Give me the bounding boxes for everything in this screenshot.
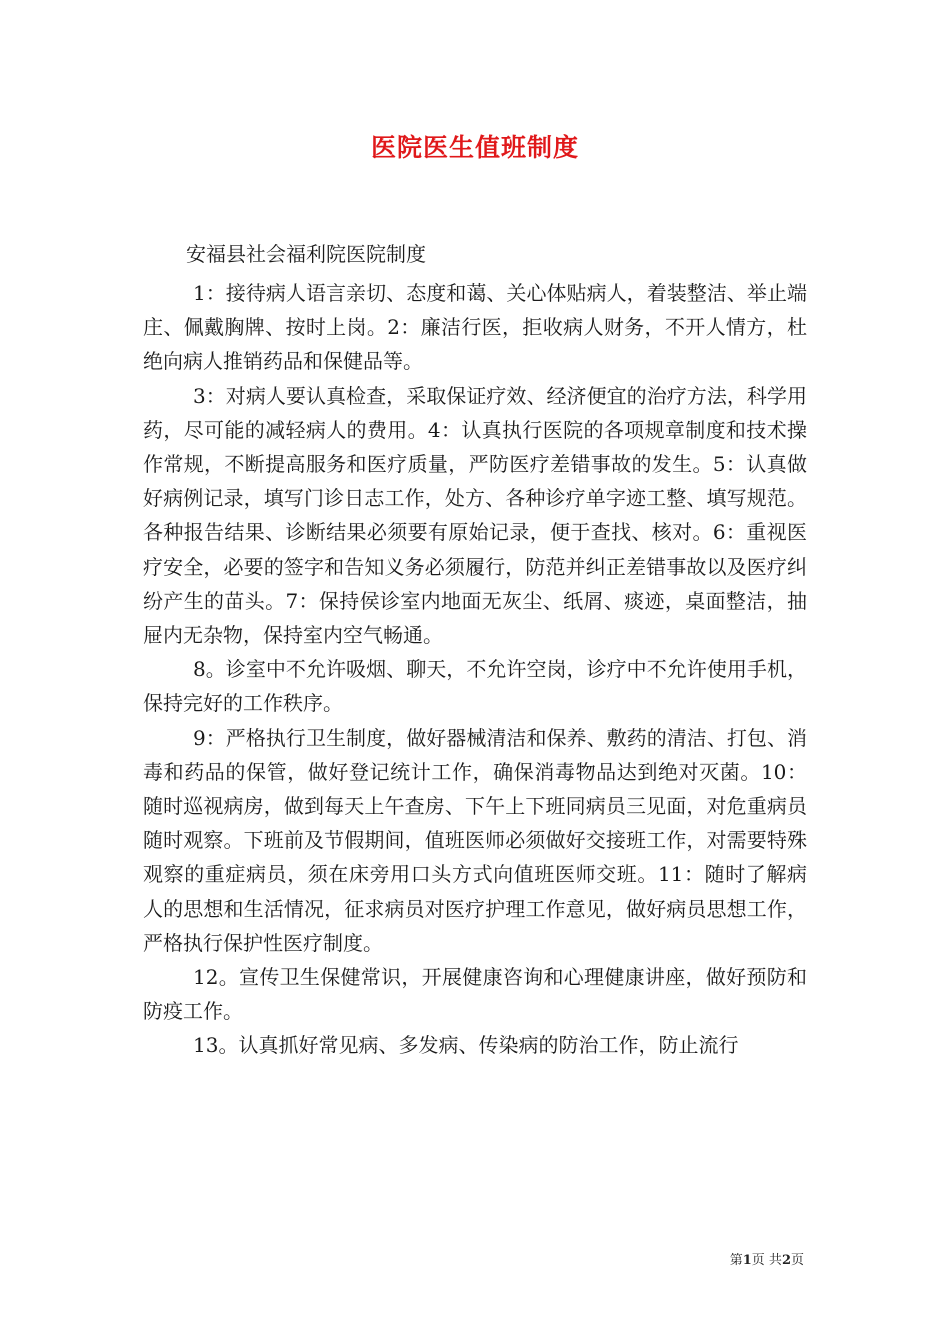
page-number-suffix: 页	[790, 1253, 804, 1268]
current-page: 1	[742, 1253, 752, 1268]
page-number-middle: 页 共	[751, 1253, 782, 1268]
total-pages: 2	[781, 1253, 791, 1268]
paragraph: 13。认真抓好常见病、多发病、传染病的防治工作，防止流行	[193, 1033, 739, 1058]
paragraph: 1：接待病人语言亲切、态度和蔼、关心体贴病人，着装整洁、举止端庄、佩戴胸牌、按时上岗。2：廉洁行医，拒收病人财务，不开人情方，杜绝向病人推销药品和保健品等。	[143, 281, 807, 374]
document-body	[143, 276, 807, 1063]
page-number-prefix: 第	[729, 1253, 743, 1268]
paragraph: 12。宣传卫生保健常识，开展健康咨询和心理健康讲座，做好预防和防疫工作。	[143, 965, 807, 1024]
paragraph: 3：对病人要认真检查，采取保证疗效、经济便宜的治疗方法，科学用药，尽可能的减轻病人的费用。4：认真执行医院的各项规章制度和技术操作常规，不断提高服务和医疗质量，严防医疗差错事故的发生。5：认真做好病例记录，填写门诊日志工作，处方、各种诊疗单字迹工整、填写规范。各种报告结果、诊断结果必须要有原始记录，便于查找、核对。6：重视医疗安全，必要的签字和告知义务必须履行，防范并纠正差错事故以及医疗纠纷产生的苗头。7：保持侯诊室内地面无灰尘、纸屑、痰迹，桌面整洁，抽屉内无杂物，保持室内空气畅通。	[143, 383, 807, 648]
paragraph: 8。诊室中不允许吸烟、聊天，不允许空岗，诊疗中不允许使用手机，保持完好的工作秩序。	[143, 657, 807, 716]
subtitle: 安福县社会福利院医院制度	[186, 242, 426, 266]
page-title: 医院医生值班制度	[370, 133, 579, 162]
page-number	[730, 1249, 804, 1268]
paragraph: 9：严格执行卫生制度，做好器械清洁和保养、敷药的清洁、打包、消毒和药品的保管，做好登记统计工作，确保消毒物品达到绝对灭菌。10：随时巡视病房，做到每天上午查房、下午上下班同病员三见面，对危重病员随时观察。下班前及节假期间，值班医师必须做好交接班工作，对需要特殊观察的重症病员，须在床旁用口头方式向值班医师交班。11：随时了解病人的思想和生活情况，征求病员对医疗护理工作意见，做好病员思想工作，严格执行保护性医疗制度。	[143, 725, 807, 955]
